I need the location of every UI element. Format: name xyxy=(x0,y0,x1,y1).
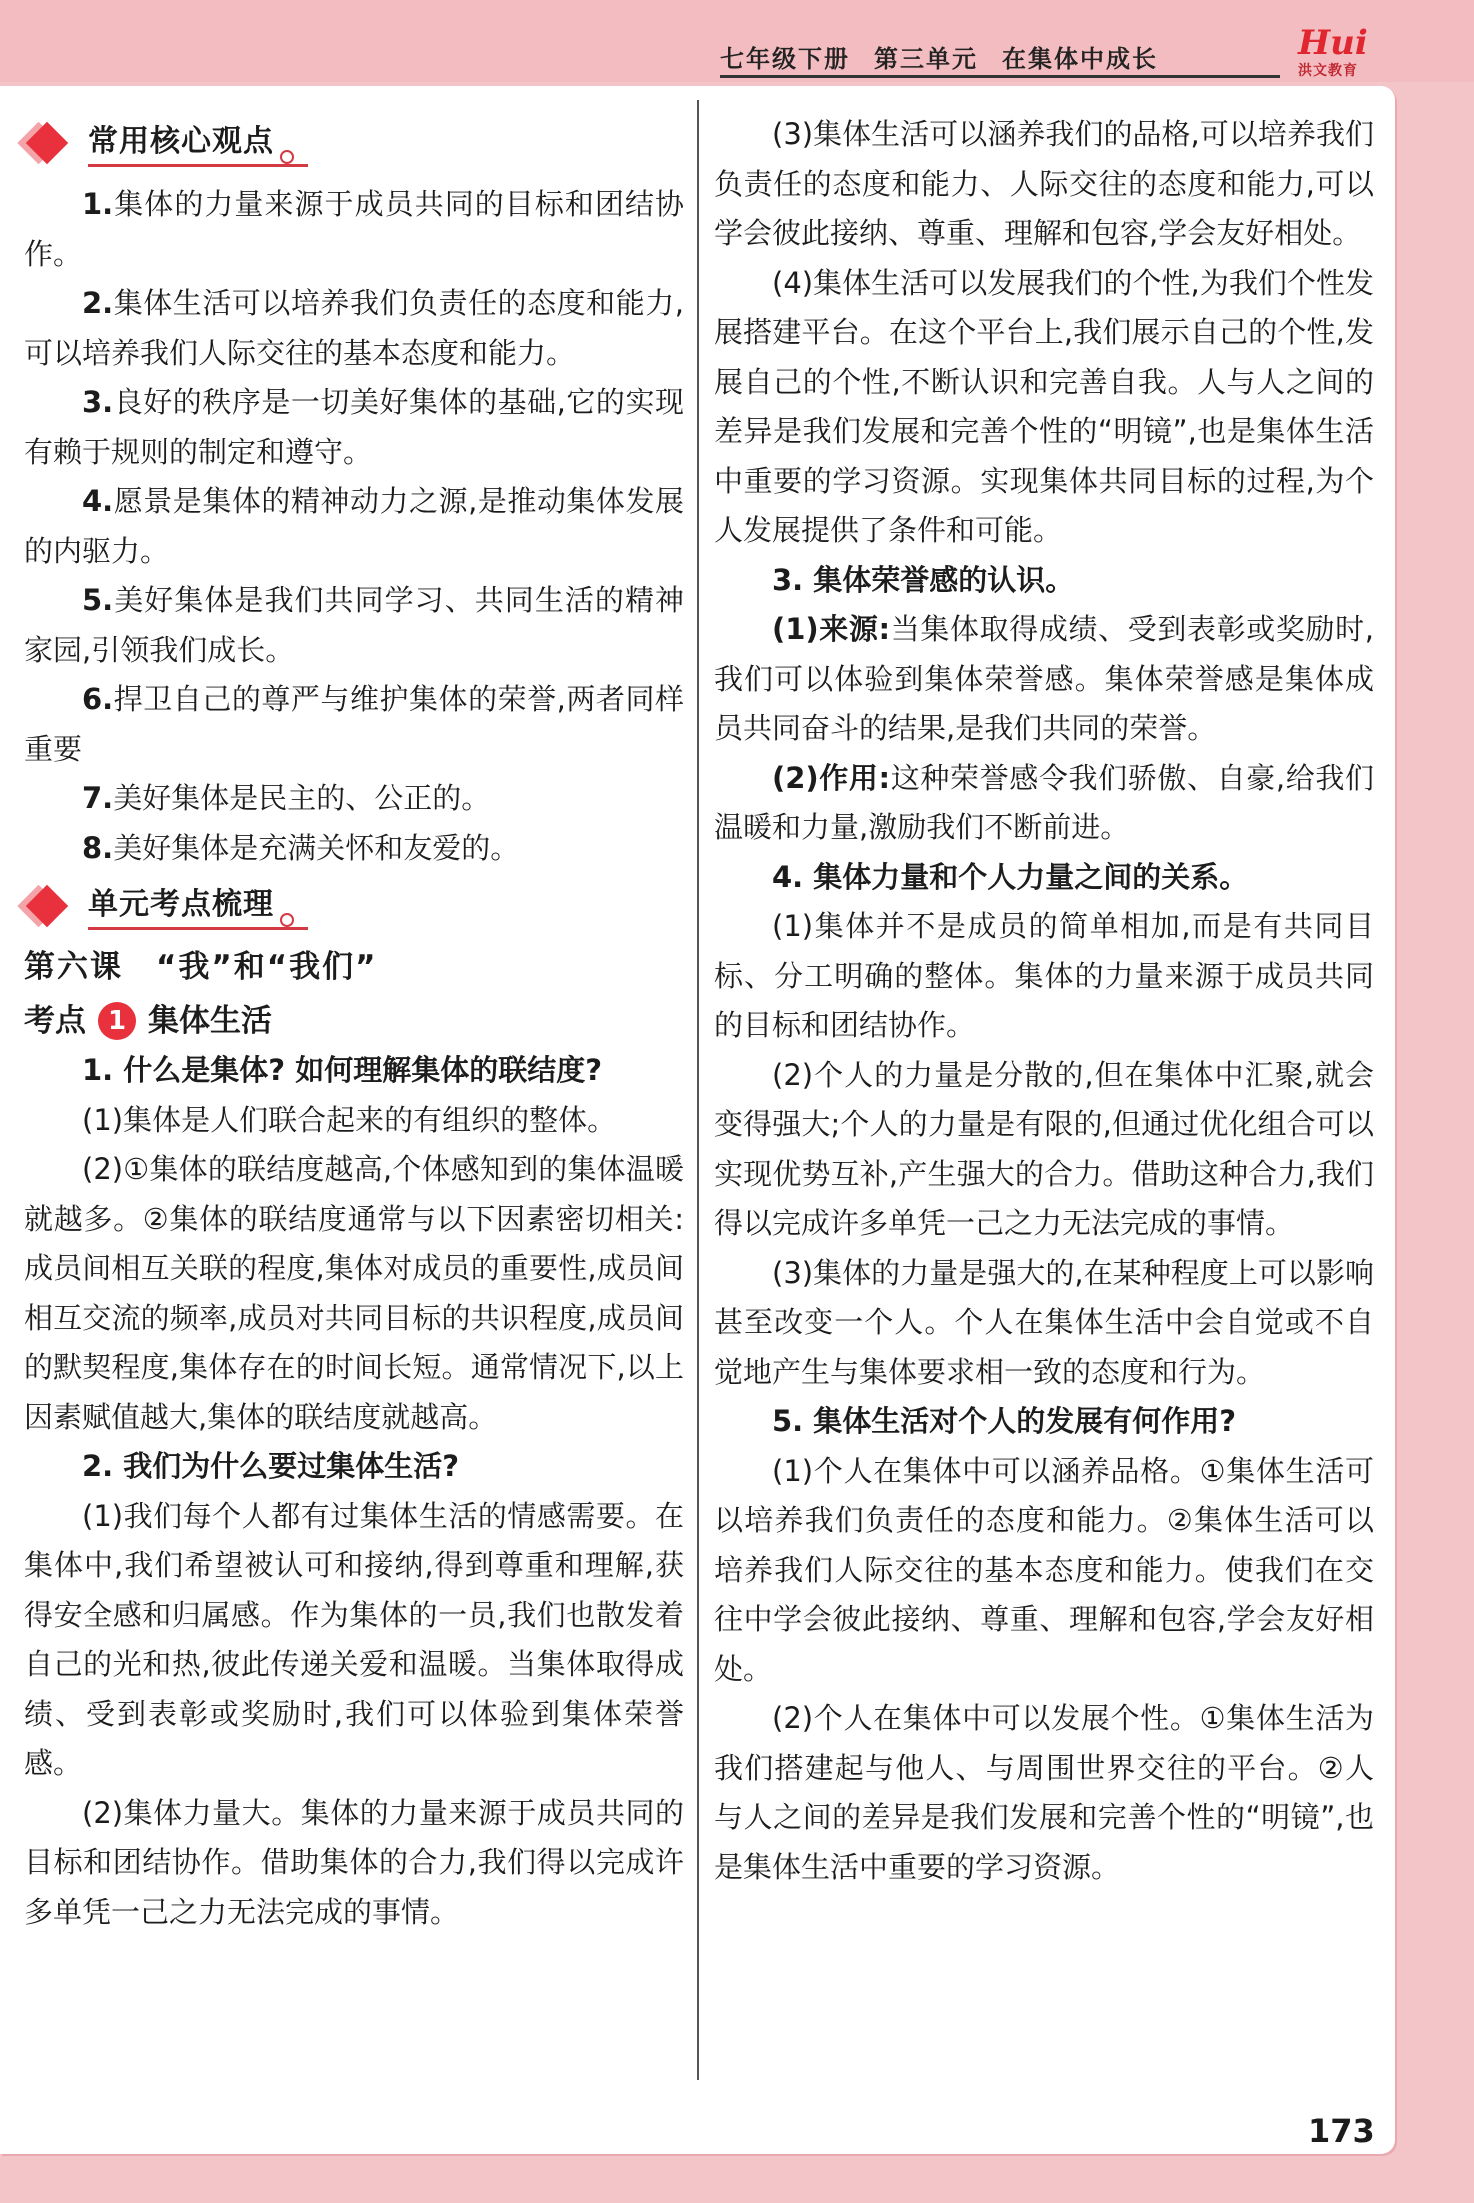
answer-paragraph: (2)个人的力量是分散的,但在集体中汇聚,就会变得强大;个人的力量是有限的,但通过优化组合可以实现优势互补,产生强大的合力。借助这种合力,我们得以完成许多单凭一己之力无法完成的事情。 xyxy=(714,1057,1374,1240)
question-heading: 4. 集体力量和个人力量之间的关系。 xyxy=(772,859,1249,894)
kaodian-title: 集体生活 xyxy=(148,1002,272,1039)
core-view-item: 8.美好集体是充满关怀和友爱的。 xyxy=(82,830,520,865)
page-number: 173 xyxy=(1308,2112,1375,2150)
publisher-logo xyxy=(1298,23,1378,82)
section-title: 单元考点梳理 xyxy=(88,883,308,930)
answer-paragraph: (1)来源:当集体取得成绩、受到表彰或奖励时,我们可以体验到集体荣誉感。集体荣誉感是集体成员共同奋斗的结果,是我们共同的荣誉。 xyxy=(714,612,1374,745)
core-view-item: 6.捍卫自己的尊严与维护集体的荣誉,两者同样重要 xyxy=(24,682,684,766)
header-unit: 第三单元 xyxy=(874,45,978,73)
logo-text: 洪文教育 xyxy=(1298,63,1358,79)
kaodian-label: 考点 xyxy=(24,1002,86,1039)
question-heading: 2. 我们为什么要过集体生活? xyxy=(82,1449,460,1483)
answer-paragraph: (3)集体的力量是强大的,在某种程度上可以影响甚至改变一个人。个人在集体生活中会自觉或不自觉地产生与集体要求相一致的态度和行为。 xyxy=(714,1255,1374,1389)
right-column xyxy=(714,110,1374,1892)
running-header xyxy=(720,38,1280,78)
logo-mark: Hui xyxy=(1298,23,1368,63)
answer-paragraph: (1)我们每个人都有过集体生活的情感需要。在集体中,我们希望被认可和接纳,得到尊重和理解,获得安全感和归属感。作为集体的一员,我们也散发着自己的光和热,彼此传递关爱和温暖。当集体取得成绩、受到表彰或奖励时,我们可以体验到集体荣誉感。 xyxy=(24,1498,684,1780)
answer-paragraph: (1)集体并不是成员的简单相加,而是有共同目标、分工明确的整体。集体的力量来源于成员共同的目标和团结协作。 xyxy=(714,909,1374,1042)
answer-paragraph: (2)①集体的联结度越高,个体感知到的集体温暖就越多。②集体的联结度通常与以下因素密切相关:成员间相互关联的程度,集体对成员的重要性,成员间相互交流的频率,成员对共同目标的共识程度,成员间的默契程度,集体存在的时间长短。通常情况下,以上因素赋值越大,集体的联结度就越高。 xyxy=(24,1152,684,1434)
core-view-item: 1.集体的力量来源于成员共同的目标和团结协作。 xyxy=(24,187,684,271)
question-heading: 5. 集体生活对个人的发展有何作用? xyxy=(772,1404,1237,1438)
diamond-icon xyxy=(26,885,68,927)
diamond-icon xyxy=(26,122,68,164)
section-title: 常用核心观点 xyxy=(88,120,308,167)
core-view-item: 4.愿景是集体的精神动力之源,是推动集体发展的内驱力。 xyxy=(24,484,684,568)
question-heading: 3. 集体荣誉感的认识。 xyxy=(772,562,1075,597)
answer-paragraph: (4)集体生活可以发展我们的个性,为我们个性发展搭建平台。在这个平台上,我们展示自己的个性,发展自己的个性,不断认识和完善自我。人与人之间的差异是我们发展和完善个性的“明镜”,也是集体生活中重要的学习资源。实现集体共同目标的过程,为个人发展提供了条件和可能。 xyxy=(714,265,1374,547)
header-grade: 七年级下册 xyxy=(720,45,850,73)
kaodian-number-badge: 1 xyxy=(98,1002,136,1040)
answer-paragraph: (1)个人在集体中可以涵养品格。①集体生活可以培养我们负责任的态度和能力。②集体生活可以培养我们人际交往的基本态度和能力。使我们在交往中学会彼此接纳、尊重、理解和包容,学会友好相处。 xyxy=(714,1453,1374,1686)
unit-points-heading xyxy=(24,875,684,937)
answer-paragraph: (1)集体是人们联合起来的有组织的整体。 xyxy=(82,1102,617,1137)
question-heading: 1. 什么是集体? 如何理解集体的联结度? xyxy=(82,1053,603,1087)
left-column xyxy=(24,110,684,1937)
core-view-item: 2.集体生活可以培养我们负责任的态度和能力,可以培养我们人际交往的基本态度和能力。 xyxy=(24,286,684,370)
answer-paragraph: (2)个人在集体中可以发展个性。①集体生活为我们搭建起与他人、与周围世界交往的平台。②人与人之间的差异是我们发展和完善个性的“明镜”,也是集体生活中重要的学习资源。 xyxy=(714,1701,1374,1884)
header-unit-title: 在集体中成长 xyxy=(1002,45,1158,73)
core-views-heading xyxy=(24,112,684,174)
column-divider xyxy=(697,100,699,2080)
core-view-item: 7.美好集体是民主的、公正的。 xyxy=(82,781,491,815)
core-view-item: 5.美好集体是我们共同学习、共同生活的精神家园,引领我们成长。 xyxy=(24,583,684,667)
answer-paragraph: (2)作用:这种荣誉感令我们骄傲、自豪,给我们温暖和力量,激励我们不断前进。 xyxy=(714,760,1374,844)
kaodian-heading xyxy=(24,997,684,1047)
answer-paragraph: (2)集体力量大。集体的力量来源于成员共同的目标和团结协作。借助集体的合力,我们得以完成许多单凭一己之力无法完成的事情。 xyxy=(24,1795,684,1929)
lesson-title: 第六课 “我”和“我们” xyxy=(24,949,378,985)
answer-paragraph: (3)集体生活可以涵养我们的品格,可以培养我们负责任的态度和能力、人际交往的态度和能力,可以学会彼此接纳、尊重、理解和包容,学会友好相处。 xyxy=(714,117,1374,250)
core-view-item: 3.良好的秩序是一切美好集体的基础,它的实现有赖于规则的制定和遵守。 xyxy=(24,385,684,469)
